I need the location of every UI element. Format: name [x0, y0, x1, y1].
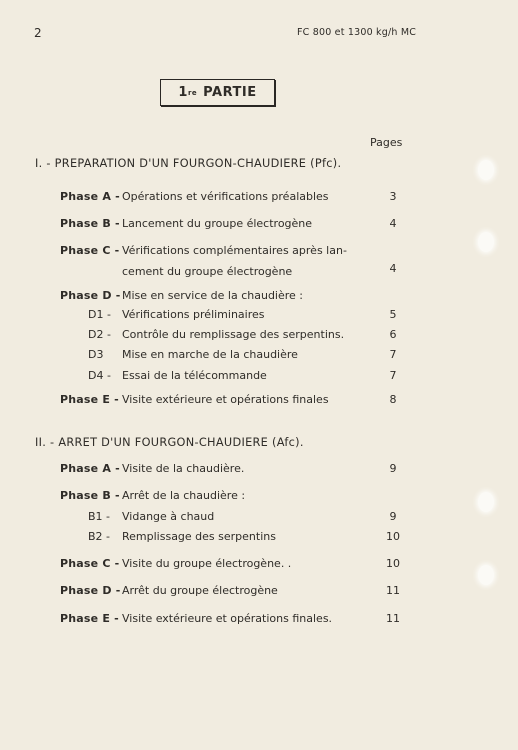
section-2-title: II. - ARRET D'UN FOURGON-CHAUDIERE (Afc).: [35, 436, 304, 449]
entry-page: 10: [386, 557, 400, 570]
entry-text: Vérifications complémentaires après lan-cement du groupe électrogène: [122, 244, 347, 278]
entry-label: D1 -: [88, 308, 111, 321]
entry-label: Phase E -: [60, 612, 119, 625]
entry-page: 11: [386, 584, 400, 597]
entry-text: Visite extérieure et opérations finales: [122, 393, 329, 406]
entry-page: 6: [389, 328, 397, 341]
section-1-title: I. - PREPARATION D'UN FOURGON-CHAUDIERE (Pfc).: [35, 157, 342, 170]
entry-page: 11: [386, 612, 400, 625]
entry-page: 7: [389, 348, 397, 361]
entry-text: Mise en service de la chaudière :: [122, 289, 304, 302]
entry-text: Arrêt de la chaudière :: [122, 489, 246, 502]
entry-label: Phase C -: [60, 244, 120, 257]
entry-label: B1 -: [88, 510, 111, 523]
pages-column-heading: Pages: [370, 136, 403, 149]
entry-text: Contrôle du remplissage des serpentins.: [122, 328, 345, 341]
entry-label: D4 -: [88, 369, 111, 382]
entry-label: Phase A -: [60, 462, 120, 475]
entry-page: 4: [389, 262, 397, 275]
entry-page: 10: [386, 530, 400, 543]
entry-label: B2 -: [88, 530, 111, 543]
entry-label: Phase D -: [60, 289, 121, 302]
entry-label: Phase A -: [60, 190, 120, 203]
entry-text: Opérations et vérifications préalables: [122, 190, 329, 203]
punch-hole: [478, 232, 494, 252]
entry-text: Visite de la chaudière.: [122, 462, 245, 475]
entry-page: 9: [389, 462, 397, 475]
entry-text: Mise en marche de la chaudière: [122, 348, 298, 361]
entry-text: Vidange à chaud: [122, 510, 215, 523]
entry-text: Lancement du groupe électrogène: [122, 217, 313, 230]
part-title: PARTIE: [203, 85, 257, 100]
entry-page: 5: [389, 308, 397, 321]
punch-hole: [478, 492, 494, 512]
entry-page: 7: [389, 369, 397, 382]
entry-label: D2 -: [88, 328, 111, 341]
entry-page: 8: [389, 393, 397, 406]
running-header: FC 800 et 1300 kg/h MC: [297, 27, 417, 38]
entry-text: Visite du groupe électrogène. .: [122, 557, 292, 570]
entry-text: Visite extérieure et opérations finales.: [122, 612, 333, 625]
entry-label: D3: [88, 348, 104, 361]
punch-hole: [478, 160, 494, 180]
entry-text: Essai de la télécommande: [122, 369, 267, 382]
entry-label: Phase C -: [60, 557, 120, 570]
entry-text: Remplissage des serpentins: [122, 530, 276, 543]
part-title-box: [160, 79, 275, 106]
part-number: 1: [178, 85, 188, 100]
entry-label: Phase B -: [60, 217, 120, 230]
entry-page: 3: [389, 190, 397, 203]
punch-hole: [478, 565, 494, 585]
entry-page: 4: [389, 217, 397, 230]
entry-label: Phase D -: [60, 584, 121, 597]
entry-page: 9: [389, 510, 397, 523]
entry-label: Phase E -: [60, 393, 119, 406]
entry-text: Vérifications préliminaires: [122, 308, 265, 321]
page-number: 2: [34, 26, 42, 40]
entry-text: Arrêt du groupe électrogène: [122, 584, 278, 597]
entry-label: Phase B -: [60, 489, 120, 502]
part-superscript: re: [187, 88, 198, 97]
